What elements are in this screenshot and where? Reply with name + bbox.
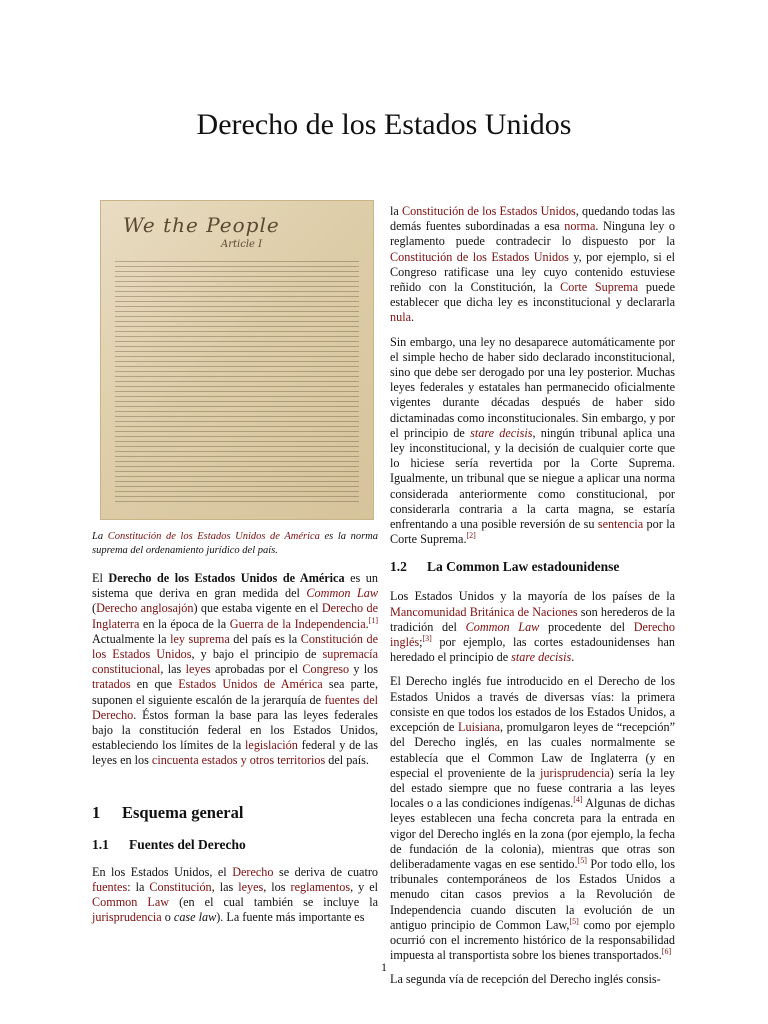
link-common-law-2[interactable]: Common Law xyxy=(92,895,170,910)
link-fuentes-derecho[interactable]: fuentes del Derecho xyxy=(92,692,378,722)
link-jurisprudencia-2[interactable]: jurisprudencia xyxy=(540,765,610,780)
link-tratados[interactable]: tratados xyxy=(92,677,131,692)
right-column xyxy=(390,204,675,997)
ref-2[interactable]: [2] xyxy=(466,531,476,541)
link-cincuenta-estados[interactable]: cincuenta estados y otros territorios xyxy=(151,753,326,768)
constitucion-paragraph: la Constitución de los Estados Unidos, quedando todas las demás fuentes subordinadas a esa norma. Ninguna ley o reglamento puede contradecir lo dispuesto por la Constitución de los Estados Unidos y, por ejemplo, si el Congreso ratificase una ley cuyo contenido estuviese reñido con la Constitución, la Corte Suprema puede establecer que dicha ley es inconstitucional y declararla nula. xyxy=(390,204,675,325)
link-constitucion-3[interactable]: Constitución de los Estados Unidos xyxy=(401,204,576,218)
recepcion-paragraph: El Derecho inglés fue introducido en el Derecho de los Estados Unidos a través de diversas vías: la primera consiste en que todos los estados de los Estados Unidos, a excepción de Luisiana, promulgaron leyes de “recepción” del Derecho inglés, en las cuales normalmente se establecía que el Common Law de Inglaterra (y en especial el proveniente de la jurisprudencia) sería la ley del estado siempre que no fuese contraria a las leyes locales o a las condiciones indígenas.[4] Algunas de dichas leyes establecen una fecha concreta para la entrada en vigor del Derecho inglés en la zona (por ejemplo, la fecha de fundación de la colonia), mientras que otras son deliberadamente vagas en ese sentido.[5] Por todo ello, los tribunales contemporáneos de los Estados Unidos a menudo citan casos previos a la Revolución de Independencia cuando discuten la evolución de un antiguo principio de Common Law,[5] como por ejemplo ocurrió con el incremento histórico de la responsabilidad impuesta al transportista sobre los bienes transportados.[6] xyxy=(390,674,676,963)
constitution-image xyxy=(100,200,374,520)
link-mancomunidad[interactable]: Mancomunidad Británica de Naciones xyxy=(390,604,578,619)
link-common-law-3[interactable]: Common Law xyxy=(465,619,540,634)
link-leyes[interactable]: leyes xyxy=(185,662,211,677)
ref-6[interactable]: [6] xyxy=(661,947,672,957)
common-law-paragraph: Los Estados Unidos y la mayoría de los países de la Mancomunidad Británica de Naciones son herederos de la tradición del Common Law procedente del Derecho inglés;[3] por ejemplo, las cortes estadounidenses han heredado el principio de stare decisis. xyxy=(390,589,675,665)
page-number: 1 xyxy=(381,960,387,974)
page-title: Derecho de los Estados Unidos xyxy=(196,108,572,141)
ref-5[interactable]: [5] xyxy=(577,855,587,865)
link-fuentes[interactable]: fuentes xyxy=(92,879,128,894)
link-constitucion-4[interactable]: Constitución de los Estados Unidos xyxy=(390,249,569,264)
figure-article: Article I xyxy=(221,239,263,250)
link-constitucion[interactable]: Constitución de los Estados Unidos xyxy=(92,631,378,662)
link-ley-suprema[interactable]: ley suprema xyxy=(170,631,230,646)
caption-link[interactable]: Constitución de los Estados Unidos de América xyxy=(107,531,320,542)
link-congreso[interactable]: Congreso xyxy=(302,662,350,677)
link-guerra-independencia[interactable]: Guerra de la Independencia xyxy=(229,616,366,631)
link-luisiana[interactable]: Luisiana xyxy=(458,720,501,735)
link-leyes-2[interactable]: leyes xyxy=(238,879,264,894)
link-jurisprudencia[interactable]: jurisprudencia xyxy=(92,910,162,925)
derogacion-paragraph: Sin embargo, una ley no desaparece automáticamente por el simple hecho de haber sido declarado inconstitucional, sino que debe ser derogado por una ley posterior. Muchas leyes federales y estatales han permanecido oficialmente vigentes durante décadas después de haber sido dictaminadas como inconstitucionales. Sin embargo, y por el principio de stare decisis, ningún tribunal aplica una ley inconstitucional, y la decisión de cualquier corte que lo hiciese sería revertida por la Corte Suprema. Igualmente, un tribunal que se niegue a aplicar una norma considerada anteriormente como constitucional, por considerarla contraria a la carta magna, se estaría enfrentando a una posible reversión de su sentencia por la Corte Suprema.[2] xyxy=(390,334,675,547)
link-eeuu[interactable]: Estados Unidos de América xyxy=(178,677,323,692)
link-derecho-inglaterra[interactable]: Derecho de Inglaterra xyxy=(92,601,379,631)
subsection-1-2-heading: 1.2 La Common Law estadounidense xyxy=(390,559,620,575)
link-supremacia[interactable]: supremacía constitucional xyxy=(92,647,378,677)
link-derecho[interactable]: Derecho xyxy=(232,864,274,879)
link-reglamentos[interactable]: reglamentos xyxy=(290,879,351,894)
subsection-1-1-heading: 1.1 Fuentes del Derecho xyxy=(92,836,246,852)
ref-4[interactable]: [4] xyxy=(573,795,583,805)
link-sentencia[interactable]: sentencia xyxy=(597,517,644,532)
link-nula[interactable]: nula xyxy=(390,310,411,325)
link-stare-decisis-2[interactable]: stare decisis xyxy=(511,650,572,665)
figure-caption: La Constitución de los Estados Unidos de América es la norma suprema del ordenamiento jurídico del país. xyxy=(92,531,379,556)
link-corte-suprema[interactable]: Corte Suprema xyxy=(560,280,639,295)
ref-3[interactable]: [3] xyxy=(422,634,432,644)
link-legislacion[interactable]: legislación xyxy=(245,738,298,753)
segunda-via-paragraph: La segunda vía de recepción del Derecho inglés consis- xyxy=(390,972,661,987)
ref-1[interactable]: [1] xyxy=(368,615,379,625)
link-constitucion-2[interactable]: Constitución xyxy=(149,879,212,894)
ref-5b[interactable]: [5] xyxy=(569,916,579,926)
left-column xyxy=(92,200,378,934)
figure-heading: We the People xyxy=(123,213,280,237)
section-1-heading: 1 Esquema general xyxy=(92,802,244,822)
link-derecho-ingles[interactable]: Derecho inglés xyxy=(390,619,675,650)
link-norma[interactable]: norma xyxy=(564,219,596,234)
manuscript-lines xyxy=(115,257,359,505)
link-derecho-anglosajon[interactable]: Derecho anglosajón xyxy=(96,601,194,616)
fuentes-paragraph: En los Estados Unidos, el Derecho se deriva de cuatro fuentes: la Constitución, las leyes, los reglamentos, y el Common Law (en el cual también se incluye la jurisprudencia o case law). La fuente más importante es xyxy=(92,864,379,925)
intro-paragraph: El Derecho de los Estados Unidos de América es un sistema que deriva en gran medida del Common Law (Derecho anglosajón) que estaba vigente en el Derecho de Inglaterra en la época de la Guerra de la Independencia.[1] Actualmente la ley suprema del país es la Constitución de los Estados Unidos, y bajo el principio de supremacía constitucional, las leyes aprobadas por el Congreso y los tratados en que Estados Unidos de América sea parte, suponen el siguiente escalón de la jerarquía de fuentes del Derecho. Éstos forman la base para las leyes federales bajo la constitución federal en los Estados Unidos, estableciendo los límites de la legislación federal y de las leyes en los cincuenta estados y otros territorios del país. xyxy=(92,571,379,768)
link-common-law[interactable]: Common Law xyxy=(306,586,378,601)
link-stare-decisis[interactable]: stare decisis xyxy=(470,425,533,440)
